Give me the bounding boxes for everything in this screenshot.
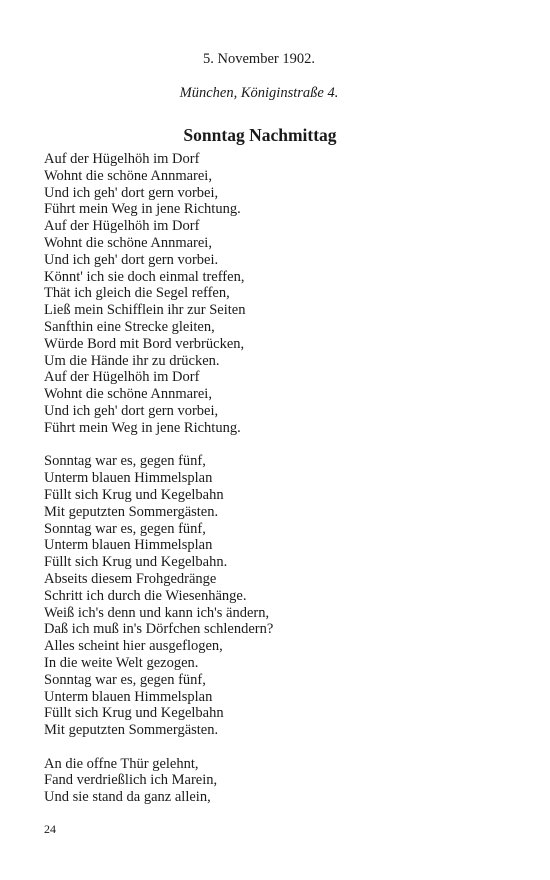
poem-line: Mit geputzten Sommergästen. <box>44 722 219 739</box>
poem-line: Auf der Hügelhöh im Dorf <box>44 218 200 235</box>
poem-line: Sonntag war es, gegen fünf, <box>44 453 206 470</box>
stanza-2 <box>44 453 514 739</box>
poem-line: Fand verdrießlich ich Marein, <box>44 772 218 789</box>
letter-place: München, Königinstraße 4. <box>179 85 339 101</box>
poem-line: Auf der Hügelhöh im Dorf <box>44 151 200 167</box>
poem-line: Auf der Hügelhöh im Dorf <box>44 369 200 386</box>
stanza-1 <box>44 151 514 437</box>
poem-line: Und ich geh' dort gern vorbei. <box>44 251 219 268</box>
poem-line: An die offne Thür gelehnt, <box>44 755 199 772</box>
poem-line: Führt mein Weg in jene Richtung. <box>44 419 241 436</box>
poem-line: Mit geputzten Sommergästen. <box>44 503 219 520</box>
poem-line: Alles scheint hier ausgeflogen, <box>44 638 223 655</box>
poem-line: Weiß ich's denn und kann ich's ändern, <box>44 604 270 621</box>
poem-line: Schritt ich durch die Wiesenhänge. <box>44 587 247 604</box>
poem-line: Daß ich muß in's Dörfchen schlendern? <box>44 621 274 638</box>
poem-line: Sonntag war es, gegen fünf, <box>44 671 206 688</box>
poem-line: Sanfthin eine Strecke gleiten, <box>44 318 215 335</box>
poem-line: Wohnt die schöne Annmarei, <box>44 234 212 251</box>
poem-line: Wohnt die schöne Annmarei, <box>44 386 212 403</box>
poem-line: Ließ mein Schifflein ihr zur Seiten <box>44 302 246 319</box>
poem-line: Füllt sich Krug und Kegelbahn <box>44 705 224 722</box>
poem-line: Füllt sich Krug und Kegelbahn. <box>44 554 228 571</box>
poem-line: Unterm blauen Himmelsplan <box>44 537 213 554</box>
poem-line: Wohnt die schöne Annmarei, <box>44 167 212 184</box>
page-number: 24 <box>44 822 56 836</box>
stanza-3 <box>44 756 514 806</box>
poem-line: In die weite Welt gezogen. <box>44 654 199 671</box>
poem-line: Abseits diesem Frohgedränge <box>44 570 217 587</box>
letter-date: 5. November 1902. <box>203 51 315 67</box>
poem-line: Unterm blauen Himmelsplan <box>44 470 213 487</box>
poem-line: Füllt sich Krug und Kegelbahn <box>44 486 224 503</box>
poem-line: Könnt' ich sie doch einmal treffen, <box>44 268 245 285</box>
poem-line: Und ich geh' dort gern vorbei, <box>44 184 219 201</box>
poem-title: Sonntag Nachmittag <box>183 125 337 145</box>
poem-body <box>44 151 514 823</box>
poem-line: Thät ich gleich die Segel reffen, <box>44 285 230 302</box>
poem-line: Um die Hände ihr zu drücken. <box>44 352 220 369</box>
poem-line: Würde Bord mit Bord verbrücken, <box>44 335 245 352</box>
poem-line: Führt mein Weg in jene Richtung. <box>44 201 241 218</box>
poem-line: Sonntag war es, gegen fünf, <box>44 520 206 537</box>
poem-line: Und ich geh' dort gern vorbei, <box>44 402 219 419</box>
poem-line: Und sie stand da ganz allein, <box>44 789 211 806</box>
poem-line: Unterm blauen Himmelsplan <box>44 688 213 705</box>
